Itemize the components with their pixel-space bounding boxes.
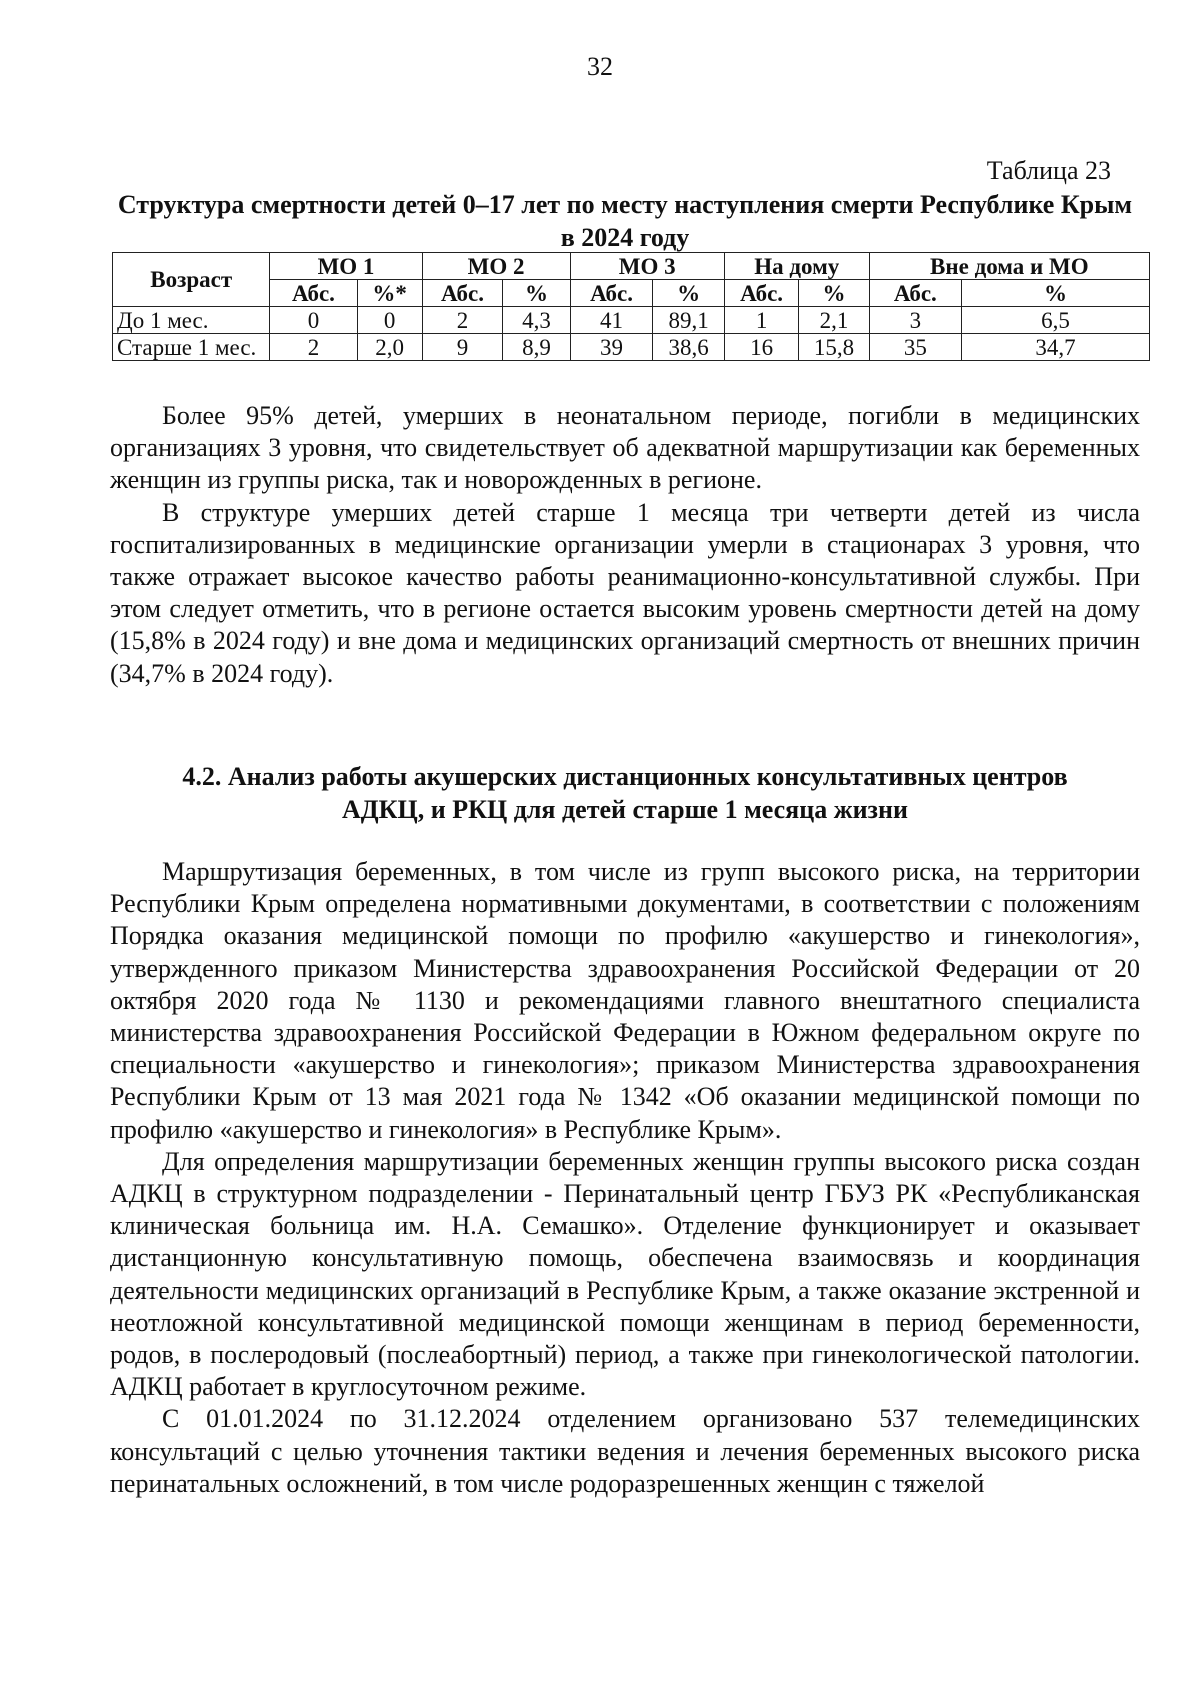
subheader-cell: Абс. [869,280,961,307]
paragraph: Маршрутизация беременных, в том числе из групп высокого риска, на территории Республики Крым определена нормативными документами, в соответствии с положениям Порядка оказания медицинской помощи по профилю «акушерство и гинекология», утвержденного приказом Министерства здравоохранения Российской Федерации от 20 октября 2020 года № 1130 и рекомендациями главного внештатного специалиста министерства здравоохранения Российской Федерации в Южном федеральном округе по специальности «акушерство и гинекология»; приказом Министерства здравоохранения Республики Крым от 13 мая 2021 года № 1342 «Об оказании медицинской помощи по профилю «акушерство и гинекология» в Республике Крым». [110,857,1140,1144]
subheader-cell: Абс. [270,280,357,307]
table-row [113,334,1150,361]
paragraph: Более 95% детей, умерших в неонатальном периоде, погибли в медицинских организациях 3 уровня, что свидетельствует об адекватной маршрутизации как беременных женщин из группы риска, так и новорожденных в регионе. [110,401,1140,495]
text-block-analysis [110,400,1140,690]
table-cell: 39 [570,334,653,361]
table-cell: 38,6 [653,334,724,361]
table-cell: 34,7 [962,334,1150,361]
subheader-cell: % [503,280,570,307]
table-header-row [113,253,1150,280]
paragraph: С 01.01.2024 по 31.12.2024 отделением организовано 537 телемедицинских консультаций с целью уточнения тактики ведения и лечения беременных высокого риска перинатальных осложнений, в том числе родоразрешенных женщин с тяжелой [110,1404,1140,1498]
header-group-outside: Вне дома и МО [869,253,1149,280]
row-label: До 1 мес. [113,307,270,334]
table-row [113,307,1150,334]
subheader-cell: % [653,280,724,307]
mortality-table [112,252,1150,361]
table-caption: Таблица 23 [986,156,1111,185]
row-label: Старше 1 мес. [113,334,270,361]
table-cell: 1 [724,307,799,334]
subheader-cell: % [799,280,869,307]
table-title: Структура смертности детей 0–17 лет по месту наступления смерти Республике Крым в 2024 году [117,190,1133,252]
table-cell: 0 [357,307,422,334]
table-cell: 3 [869,307,961,334]
table-cell: 2,1 [799,307,869,334]
table-cell: 8,9 [503,334,570,361]
page-number: 32 [587,52,613,81]
subheader-cell: % [962,280,1150,307]
header-group-mo3: МО 3 [570,253,724,280]
subheader-cell: %* [357,280,422,307]
table-cell: 6,5 [962,307,1150,334]
table-cell: 16 [724,334,799,361]
header-group-mo1: МО 1 [270,253,422,280]
table-cell: 35 [869,334,961,361]
paragraph: В структуре умерших детей старше 1 месяца три четверти детей из числа госпитализированных в медицинские организации умерли в стационарах 3 уровня, что также отражает высокое качество работы реанимационно-консультативной службы. При этом следует отметить, что в регионе остается высоким уровень смертности детей на дому (15,8% в 2024 году) и вне дома и медицинских организаций смертность от внешних причин (34,7% в 2024 году). [110,497,1140,688]
section-heading [110,760,1140,826]
table-cell: 89,1 [653,307,724,334]
table-cell: 9 [422,334,503,361]
subheader-cell: Абс. [724,280,799,307]
subheader-cell: Абс. [422,280,503,307]
subheader-cell: Абс. [570,280,653,307]
section-heading-line: АДКЦ, и РКЦ для детей старше 1 месяца жизни [342,795,908,824]
table-cell: 41 [570,307,653,334]
table-cell: 15,8 [799,334,869,361]
table-cell: 2 [270,334,357,361]
header-age: Возраст [113,253,270,307]
section-heading-line: 4.2. Анализ работы акушерских дистанционных консультативных центров [182,762,1068,791]
paragraph: Для определения маршрутизации беременных женщин группы высокого риска создан АДКЦ в структурном подразделении - Перинатальный центр ГБУЗ РК «Республиканская клиническая больница им. Н.А. Семашко». Отделение функционирует и оказывает дистанционную консультативную помощь, обеспечена взаимосвязь и координация деятельности медицинских организаций в Республике Крым, а также оказание экстренной и неотложной консультативной медицинской помощи женщинам в период беременности, родов, в послеродовый (послеабортный) период, а также при гинекологической патологии. АДКЦ работает в круглосуточном режиме. [110,1146,1140,1402]
table-cell: 2,0 [357,334,422,361]
table-cell: 2 [422,307,503,334]
header-group-mo2: МО 2 [422,253,570,280]
header-group-home: На дому [724,253,869,280]
table-cell: 4,3 [503,307,570,334]
table-cell: 0 [270,307,357,334]
text-block-routing [110,856,1140,1500]
